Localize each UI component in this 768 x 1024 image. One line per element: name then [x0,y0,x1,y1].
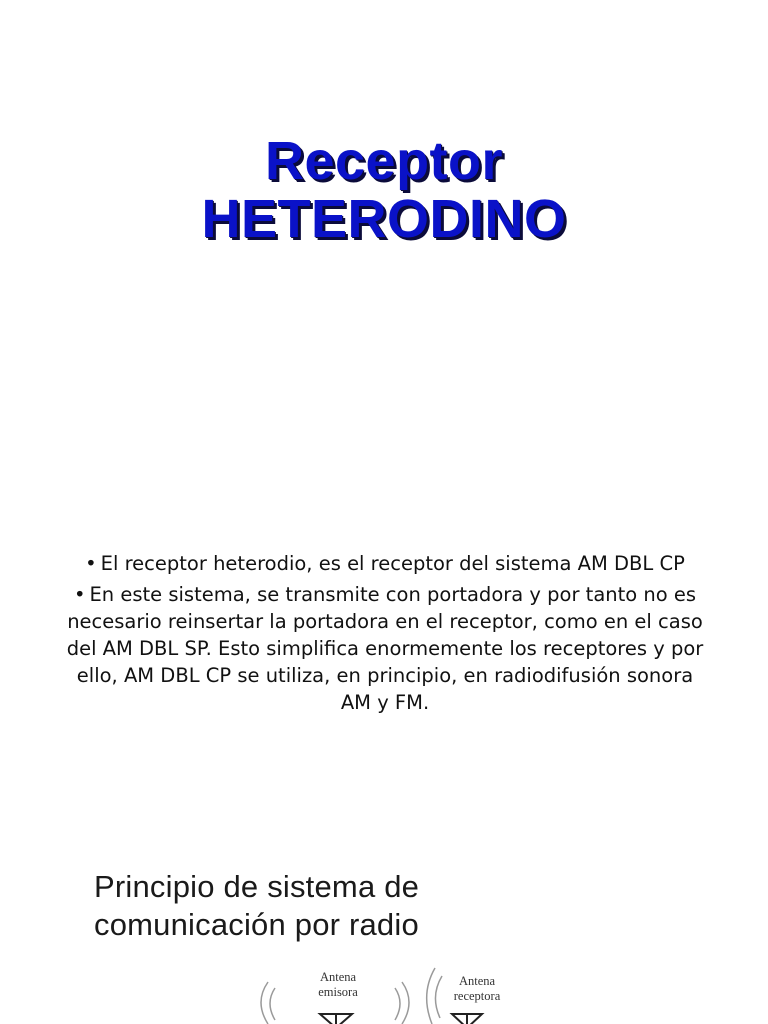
receive-antenna-label-line-1: Antena [458,974,496,988]
bullet-item [60,581,710,716]
transmit-antenna-label [308,970,368,1000]
figure-title-line-1: Principio de sistema de [94,869,420,904]
receive-antenna-label [442,974,512,1004]
transmit-antenna-label-line-2: emisora [318,985,358,999]
transmit-antenna-icon [320,1014,352,1024]
bullet-item [60,550,710,577]
page-title [0,132,768,248]
transmit-antenna-label-line-1: Antena [319,970,357,984]
bullet-dot: • [85,552,97,575]
bullet-text: En este sistema, se transmite con portadora y por tanto no es necesario reinsertar la portadora en el receptor, como en el caso del AM DBL SP. Esto simplifica enormemente los receptores y por ello, AM DBL CP se utiliza, en principio, en radiodifusión sonora AM y FM. [66,583,704,714]
bullet-dot: • [73,583,86,606]
figure-title-line-2: comunicación por radio [94,907,419,942]
receive-antenna-icon [452,1014,482,1024]
bullet-list [60,550,710,720]
receive-antenna-label-line-2: receptora [453,989,501,1003]
radio-system-figure [80,868,540,1024]
bullet-text: El receptor heterodio, es el receptor del sistema AM DBL CP [100,552,685,575]
title-line-1: Receptor [264,131,504,191]
title-line-2: HETERODINO [201,189,567,249]
